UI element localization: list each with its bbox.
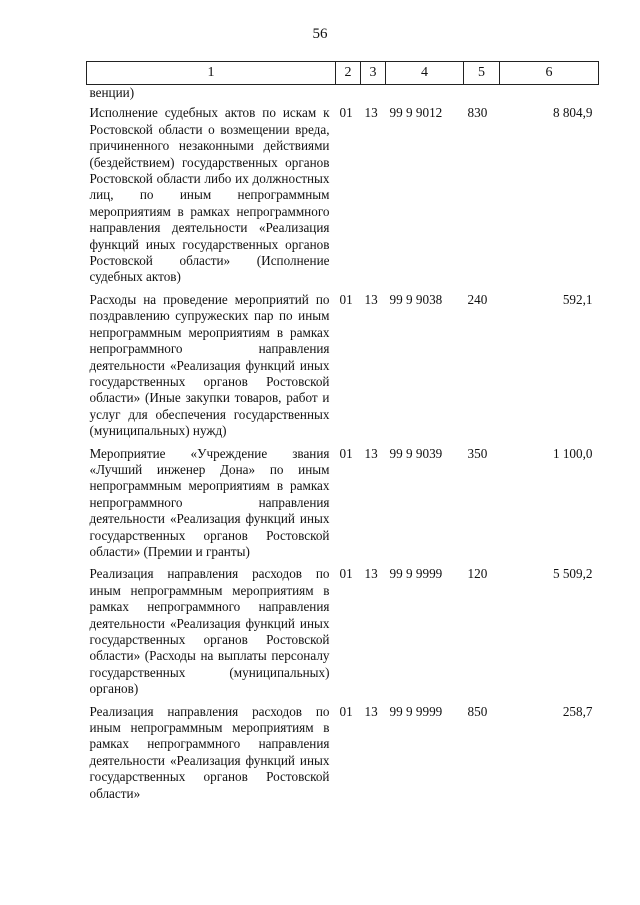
column-header: 6 [500,62,599,85]
table-row [87,105,599,291]
row-description: Исполнение судебных актов по искам к Ростовской области о возмещении вреда, причиненного незаконными действиями (бездействием) государственных органов Ростовской области либо их должностных лиц, по иным непрограммным мероприятиям в рамках непрограммного направления деятельности «Реализация функций иных государственных органов Ростовской области» (Исполнение судебных актов) [89,105,330,285]
column-header: 4 [386,62,464,85]
expense-type-code: 830 [467,105,488,121]
column-header: 3 [361,62,386,85]
section-code: 01 [339,105,353,121]
target-article-code: 99 9 9999 [389,703,443,719]
expense-type-code: 120 [467,566,488,582]
table-header-row [87,62,599,85]
subsection-code: 13 [364,566,378,582]
table-row [87,446,599,567]
budget-table [86,61,599,808]
column-header: 1 [87,62,336,85]
amount-value: 8 804,9 [552,105,593,121]
page-number: 56 [312,26,328,42]
section-code: 01 [339,291,353,307]
continuation-text: венции) [89,85,135,100]
subsection-code: 13 [364,703,378,719]
subsection-code: 13 [364,105,378,121]
continuation-row [87,85,599,106]
table-row [87,704,599,808]
row-description: Мероприятие «Учреждение звания «Лучший инженер Дона» по иным непрограммным мероприятиям в рамках непрограммного направления деятельности «Реализация функций иных государственных органов Ростовской области» (Премии и гранты) [89,445,330,559]
subsection-code: 13 [364,445,378,461]
section-code: 01 [339,445,353,461]
amount-value: 5 509,2 [552,566,593,582]
row-description: Расходы на проведение мероприятий по поздравлению супружеских пар по иным непрограммным мероприятиям в рамках непрограммного направления деятельности «Реализация функций иных государственных органов Ростовской области» (Иные закупки товаров, работ и услуг для обеспечения государственных (муниципальных) нужд) [89,291,330,439]
expense-type-code: 850 [467,703,488,719]
amount-value: 258,7 [562,703,593,719]
target-article-code: 99 9 9012 [389,105,443,121]
target-article-code: 99 9 9999 [389,566,443,582]
amount-value: 1 100,0 [552,445,593,461]
table-row [87,292,599,446]
expense-type-code: 350 [467,445,488,461]
section-code: 01 [339,566,353,582]
row-description: Реализация направления расходов по иным непрограммным мероприятиям в рамках непрограммного направления деятельности «Реализация функций иных государственных органов Ростовской области» (Расходы на выплаты персоналу государственных (муниципальных) органов) [89,566,330,697]
target-article-code: 99 9 9039 [389,445,443,461]
target-article-code: 99 9 9038 [389,291,443,307]
column-header: 2 [336,62,361,85]
amount-value: 592,1 [562,291,593,307]
subsection-code: 13 [364,291,378,307]
table-row [87,566,599,703]
column-header: 5 [464,62,500,85]
row-description: Реализация направления расходов по иным непрограммным мероприятиям в рамках непрограммного направления деятельности «Реализация функций иных государственных органов Ростовской области» [89,703,330,801]
expense-type-code: 240 [467,291,488,307]
section-code: 01 [339,703,353,719]
